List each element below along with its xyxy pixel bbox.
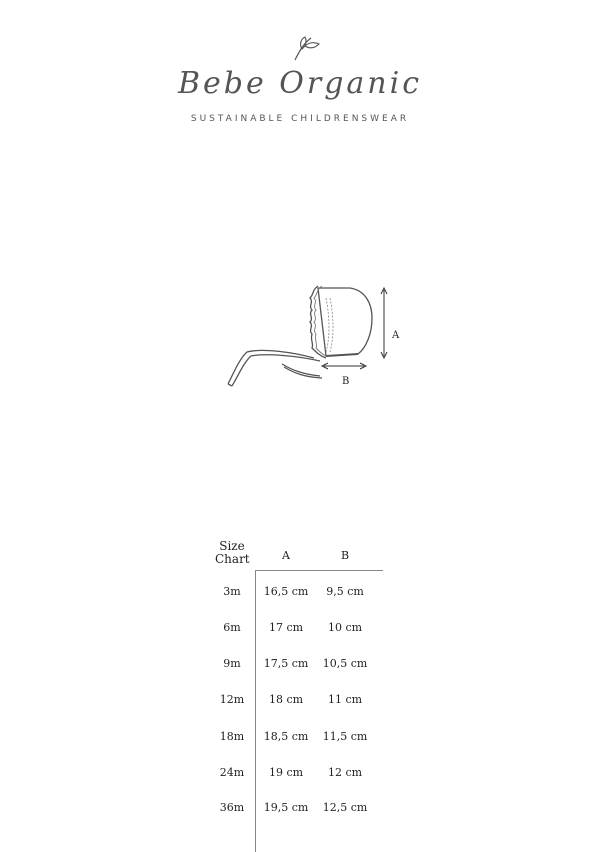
size-cell: 9m: [223, 657, 241, 670]
measure-b-cell: 10,5 cm: [322, 657, 368, 670]
measure-a-cell: 17 cm: [268, 621, 304, 634]
measure-a-cell: 16,5 cm: [263, 585, 309, 598]
bonnet-diagram: [222, 278, 412, 396]
column-header-b: B: [340, 549, 350, 562]
size-cell: 3m: [223, 585, 241, 598]
table-row: [205, 585, 395, 601]
brand-name: Bebe Organic: [177, 66, 423, 101]
header-divider: [255, 570, 383, 571]
size-cell: 24m: [219, 766, 245, 779]
dimension-a-label: A: [392, 330, 400, 341]
measure-a-cell: 17,5 cm: [263, 657, 309, 670]
table-row: [205, 801, 395, 817]
measure-b-cell: 10 cm: [327, 621, 363, 634]
leaf-icon: [289, 30, 323, 64]
measure-b-cell: 11,5 cm: [322, 730, 368, 743]
measure-a-cell: 19,5 cm: [263, 801, 309, 814]
brand-tagline: SUSTAINABLE CHILDRENSWEAR: [190, 114, 410, 124]
dimension-b-label: B: [342, 376, 350, 387]
measure-b-cell: 11 cm: [327, 693, 363, 706]
measure-a-cell: 18,5 cm: [263, 730, 309, 743]
size-cell: 6m: [223, 621, 241, 634]
size-cell: 18m: [219, 730, 245, 743]
measure-a-cell: 18 cm: [268, 693, 304, 706]
column-header-a: A: [282, 549, 290, 562]
size-cell: 36m: [219, 801, 245, 814]
size-chart-title: Size Chart: [215, 539, 250, 566]
measure-b-cell: 12,5 cm: [322, 801, 368, 814]
table-row: [205, 621, 395, 637]
table-row: [205, 730, 395, 746]
measure-b-cell: 12 cm: [327, 766, 363, 779]
measure-b-cell: 9,5 cm: [326, 585, 364, 598]
size-cell: 12m: [219, 693, 245, 706]
table-row: [205, 657, 395, 673]
table-row: [205, 693, 395, 709]
measure-a-cell: 19 cm: [268, 766, 304, 779]
table-row: [205, 766, 395, 782]
